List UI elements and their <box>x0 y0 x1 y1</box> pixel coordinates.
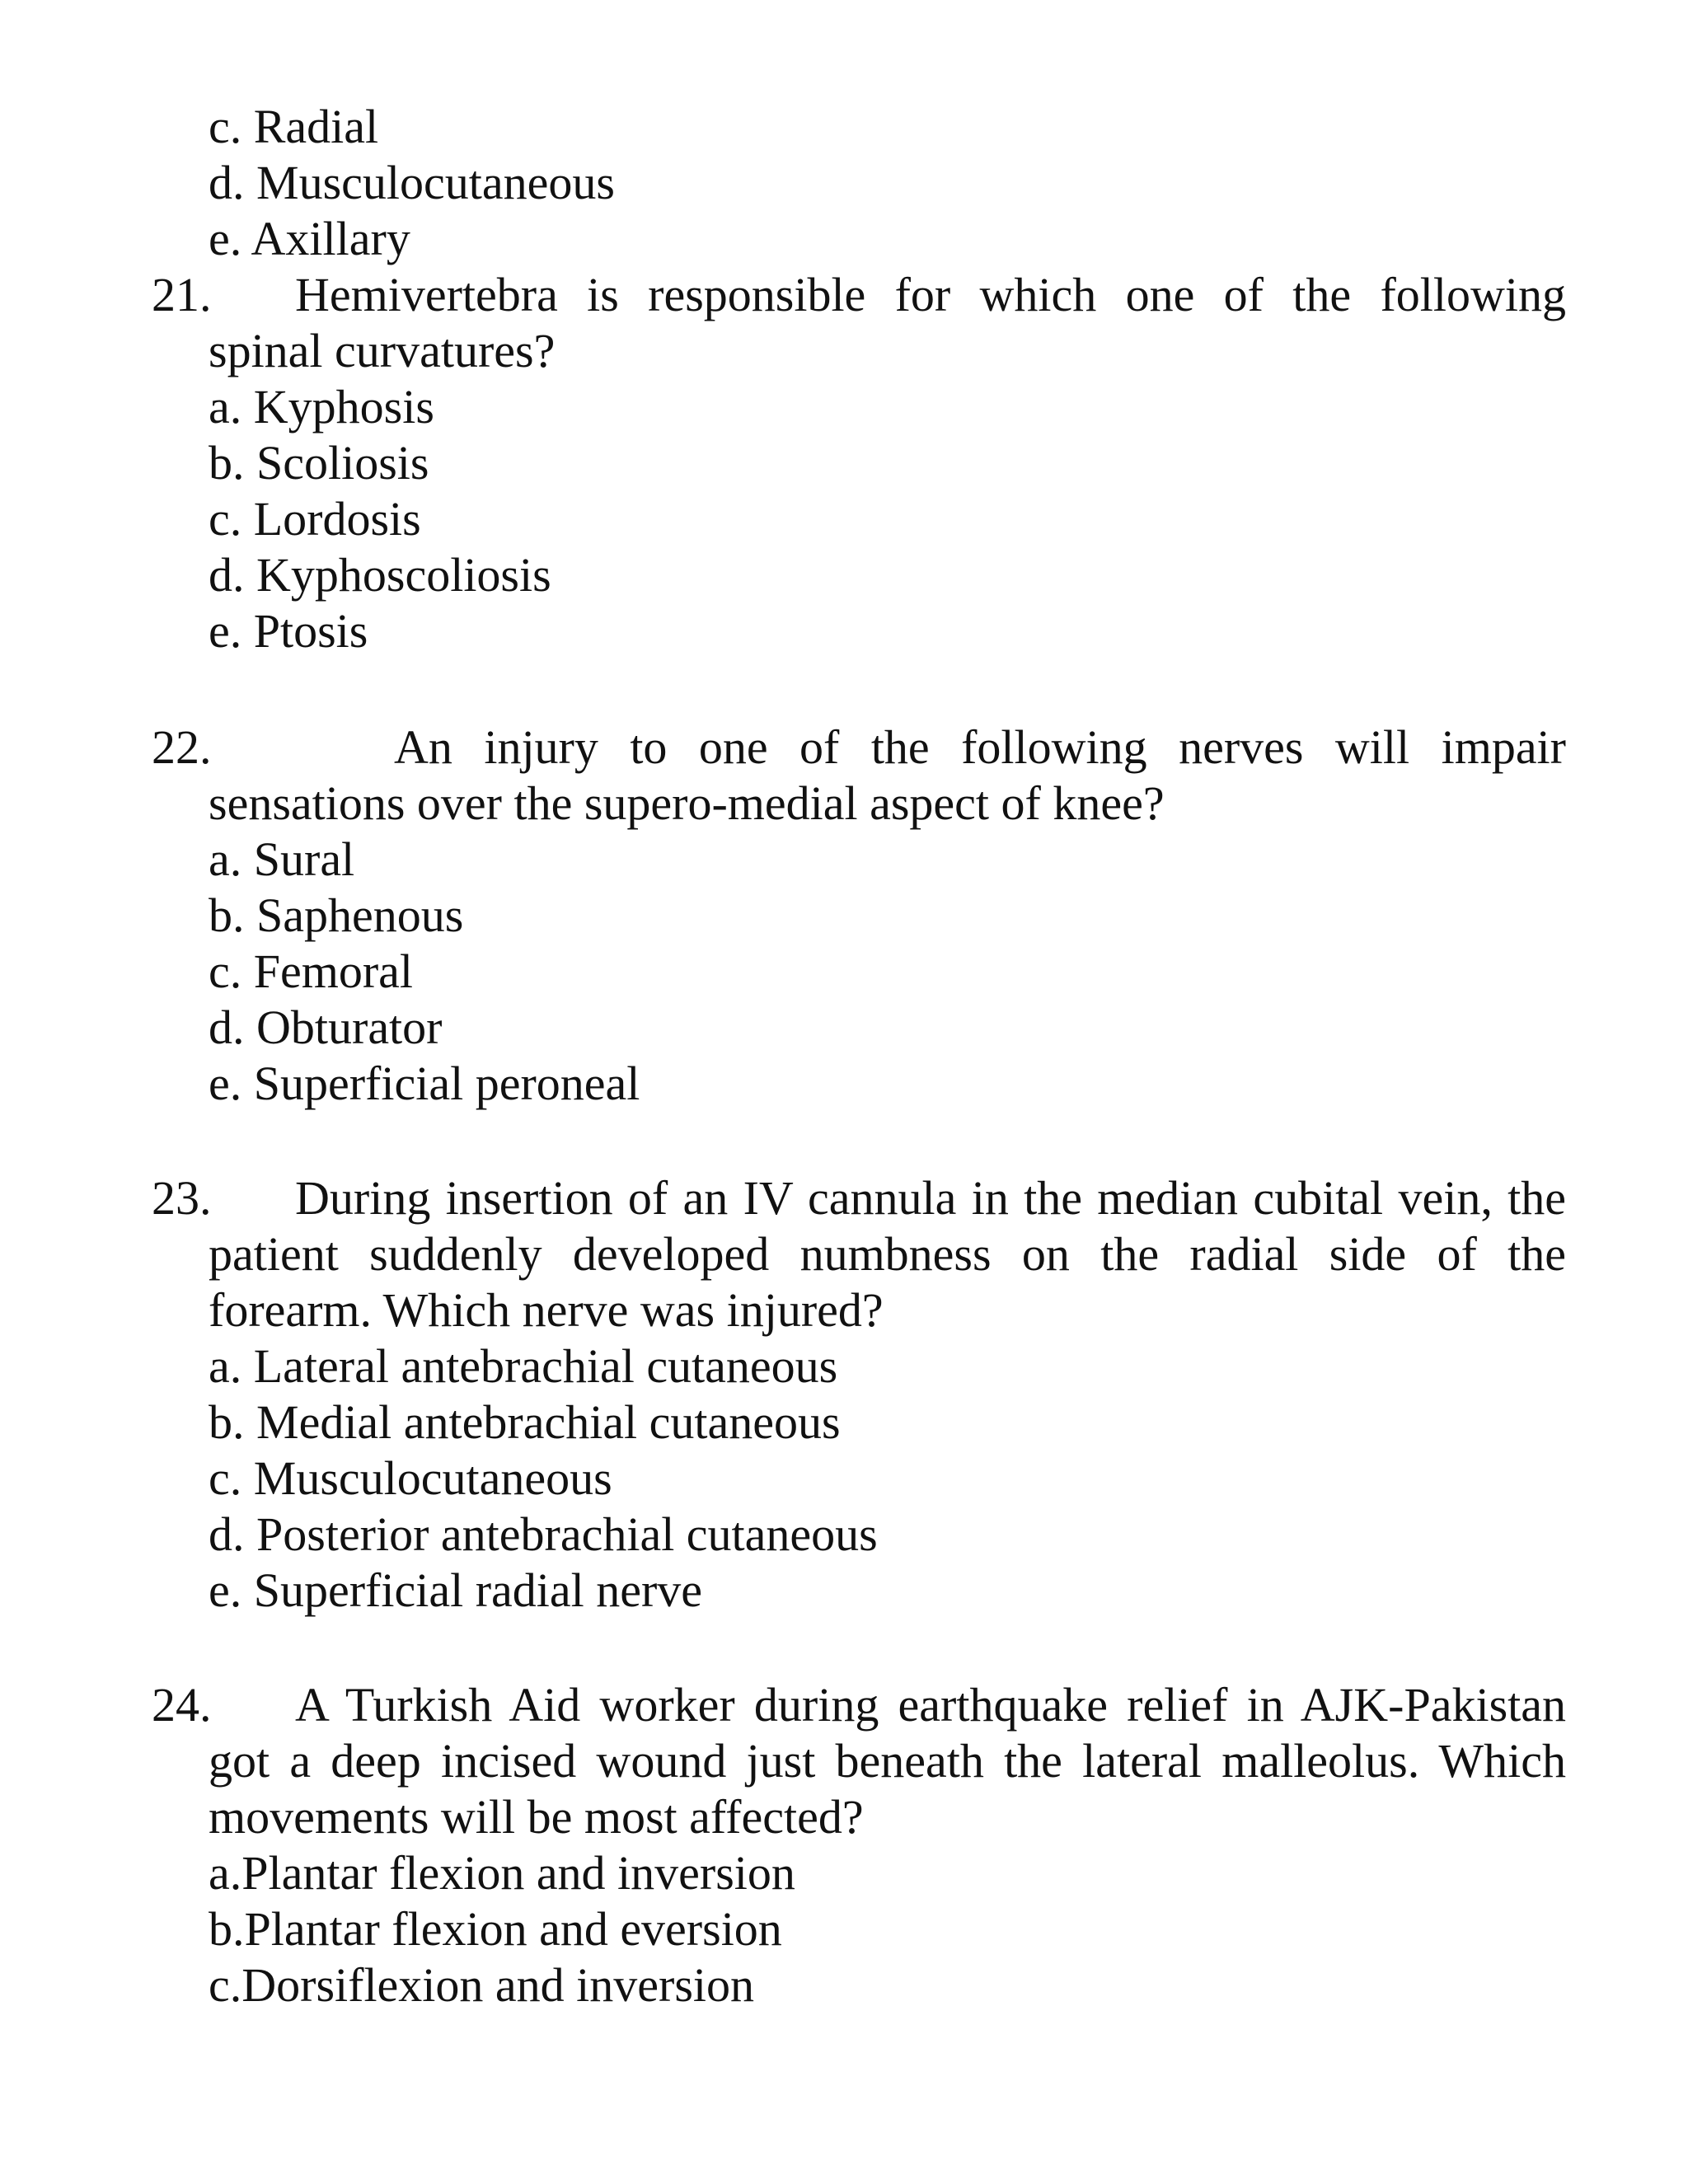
question-23-number: 23. <box>152 1171 212 1225</box>
question-21-number: 21. <box>152 268 212 321</box>
question-24-option-a: a.Plantar flexion and inversion <box>209 1846 795 1900</box>
question-22-row <box>152 719 1566 776</box>
option-e-prev: e. Axillary <box>209 212 410 265</box>
question-21-option-d: d. Kyphoscoliosis <box>209 548 551 602</box>
question-24-text-line2: got a deep incised wound just beneath the lateral malleolus. Which <box>209 1734 1566 1788</box>
question-22-text-line2: sensations over the supero-medial aspect of knee? <box>209 776 1165 830</box>
question-21-row <box>152 267 1566 323</box>
question-21-text-line1: Hemivertebra is responsible for which one of the following <box>295 268 1566 321</box>
question-22-number: 22. <box>152 720 212 774</box>
question-24-option-b: b.Plantar flexion and eversion <box>209 1902 782 1956</box>
question-24-text-line1: A Turkish Aid worker during earthquake relief in AJK-Pakistan <box>295 1678 1566 1732</box>
question-21-option-e: e. Ptosis <box>209 604 368 658</box>
question-21-option-a: a. Kyphosis <box>209 380 434 434</box>
question-24-option-c: c.Dorsiflexion and inversion <box>209 1958 755 2012</box>
question-22-option-b: b. Saphenous <box>209 888 464 942</box>
question-23-option-a: a. Lateral antebrachial cutaneous <box>209 1339 838 1393</box>
question-22-option-e: e. Superficial peroneal <box>209 1057 640 1110</box>
question-23-option-c: c. Musculocutaneous <box>209 1451 612 1505</box>
question-23-option-d: d. Posterior antebrachial cutaneous <box>209 1507 878 1561</box>
question-23-option-b: b. Medial antebrachial cutaneous <box>209 1395 841 1449</box>
question-22-text-line1: An injury to one of the following nerves will impair <box>394 720 1566 774</box>
option-c-prev: c. Radial <box>209 100 379 153</box>
question-24-text-line3: movements will be most affected? <box>209 1790 864 1844</box>
question-22-option-c: c. Femoral <box>209 944 414 998</box>
question-23-text-line2: patient suddenly developed numbness on the radial side of the <box>209 1227 1566 1281</box>
question-21-text-line2: spinal curvatures? <box>209 324 556 377</box>
question-23-text-line3: forearm. Which nerve was injured? <box>209 1283 884 1337</box>
question-23-row <box>152 1170 1566 1226</box>
question-24-row <box>152 1677 1566 1733</box>
question-22-option-d: d. Obturator <box>209 1001 443 1054</box>
question-21-option-b: b. Scoliosis <box>209 436 429 490</box>
option-d-prev: d. Musculocutaneous <box>209 156 615 209</box>
question-23-option-e: e. Superficial radial nerve <box>209 1563 703 1617</box>
question-22-option-a: a. Sural <box>209 832 355 886</box>
question-21-option-c: c. Lordosis <box>209 492 421 546</box>
question-24-number: 24. <box>152 1678 212 1732</box>
question-23-text-line1: During insertion of an IV cannula in the median cubital vein, the <box>295 1171 1566 1225</box>
